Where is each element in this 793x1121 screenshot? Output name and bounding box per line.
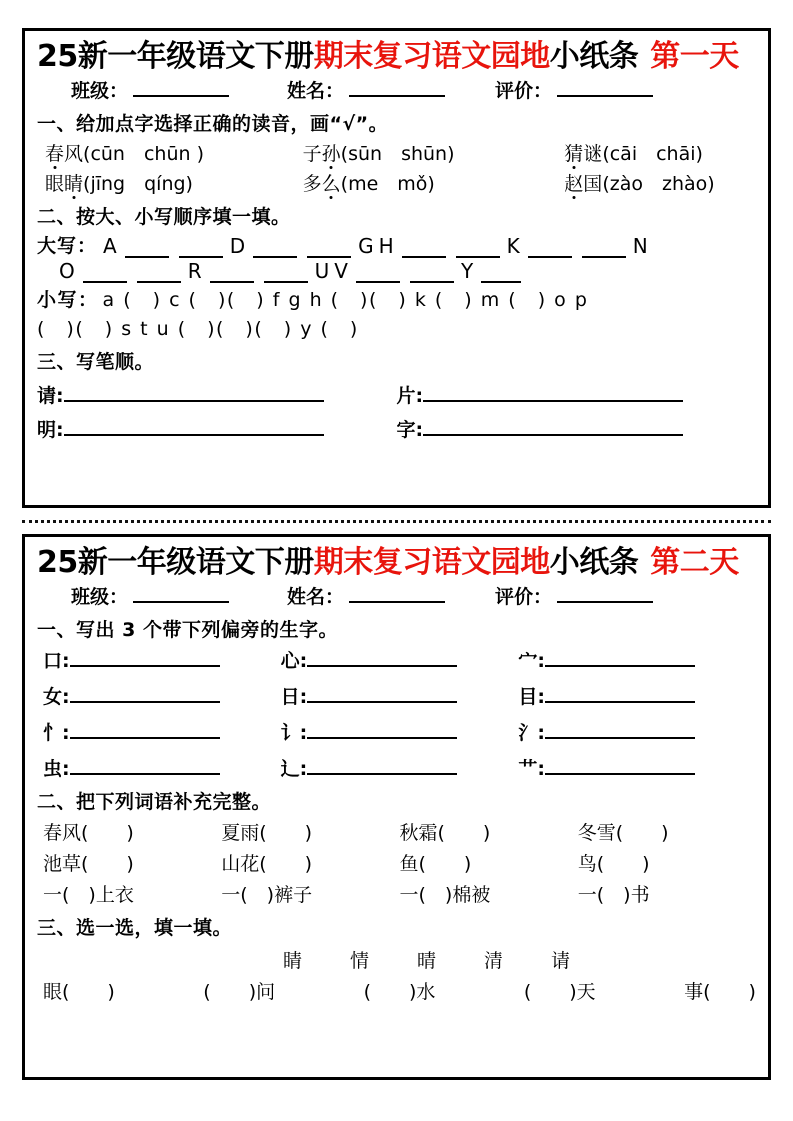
radical-answer-blank[interactable] bbox=[307, 684, 457, 703]
stroke-item bbox=[37, 381, 397, 408]
pinyin-item[interactable] bbox=[37, 169, 285, 196]
radical-label: 宀: bbox=[518, 650, 545, 673]
letter-blank[interactable] bbox=[264, 266, 308, 283]
name-field bbox=[287, 582, 445, 609]
score-label: 评价： bbox=[495, 586, 553, 609]
dotted-character: 睛 bbox=[64, 169, 83, 196]
letter-H: H bbox=[378, 234, 395, 259]
stroke-char-label: 字: bbox=[396, 419, 424, 442]
radical-label: 艹: bbox=[518, 758, 545, 781]
letter-blank[interactable] bbox=[402, 241, 446, 258]
radical-label: 目: bbox=[518, 686, 545, 709]
score-label: 评价： bbox=[495, 80, 553, 103]
class-input-blank[interactable] bbox=[133, 584, 229, 603]
title-red-part: 期末复习语文园地 bbox=[313, 39, 550, 74]
lowercase-label: 小写： bbox=[37, 289, 99, 312]
letter-blank[interactable] bbox=[210, 266, 254, 283]
score-input-blank[interactable] bbox=[557, 584, 653, 603]
answer-item[interactable]: ( )问 bbox=[203, 981, 276, 1004]
cut-here-separator bbox=[22, 508, 771, 534]
stroke-answer-blank[interactable] bbox=[64, 417, 324, 436]
dotted-character: 春 bbox=[45, 139, 64, 166]
radical-item-xin bbox=[281, 646, 519, 673]
word-item[interactable]: 池草( ) bbox=[43, 853, 134, 876]
radical-label: 女: bbox=[43, 686, 70, 709]
uppercase-label: 大写： bbox=[37, 235, 98, 258]
word-item[interactable]: 鱼( ) bbox=[399, 853, 472, 876]
stroke-order-row-2 bbox=[37, 415, 756, 442]
radical-item-caozitou bbox=[518, 754, 756, 781]
worksheet-card-day-two bbox=[22, 534, 771, 1080]
pinyin-row-1 bbox=[37, 139, 756, 166]
measure-word-item[interactable]: 一( )棉被 bbox=[399, 884, 491, 907]
letter-G: G bbox=[358, 234, 375, 259]
stroke-item bbox=[397, 415, 757, 442]
pinyin-options: (me mǒ) bbox=[340, 173, 435, 196]
radical-item-sandianshui bbox=[518, 718, 756, 745]
word-item[interactable]: 冬雪( ) bbox=[577, 822, 669, 845]
letter-D: D bbox=[229, 234, 247, 259]
class-field bbox=[71, 76, 229, 103]
name-input-blank[interactable] bbox=[349, 584, 445, 603]
student-info-row-day-two bbox=[37, 582, 756, 609]
radical-answer-blank[interactable] bbox=[545, 720, 695, 739]
score-input-blank[interactable] bbox=[557, 78, 653, 97]
radical-label: 日: bbox=[280, 686, 308, 709]
uppercase-line-1 bbox=[37, 231, 756, 258]
measure-word-row bbox=[37, 880, 756, 907]
title-day-label: 第二天 bbox=[650, 545, 739, 580]
letter-blank[interactable] bbox=[179, 241, 223, 258]
radical-grid bbox=[37, 646, 756, 781]
letter-N: N bbox=[632, 234, 649, 259]
stroke-char-label: 请: bbox=[37, 385, 64, 408]
section-heading-complete-words: 二、把下列词语补充完整。 bbox=[37, 791, 272, 814]
radical-item-ri bbox=[281, 682, 519, 709]
title-black-tail: 小纸条 bbox=[549, 39, 639, 74]
radical-item-mian bbox=[518, 646, 756, 673]
bank-character[interactable]: 请 bbox=[551, 950, 571, 973]
pinyin-item[interactable] bbox=[285, 139, 543, 166]
name-field bbox=[287, 76, 445, 103]
letter-K: K bbox=[506, 234, 521, 259]
card-title-day-two bbox=[37, 545, 756, 580]
letter-blank[interactable] bbox=[125, 241, 169, 258]
letter-V: V bbox=[334, 259, 349, 284]
word-char: 子 bbox=[302, 143, 322, 166]
radical-answer-blank[interactable] bbox=[307, 720, 457, 739]
stroke-answer-blank[interactable] bbox=[64, 383, 324, 402]
lowercase-sequence: ( )( ) s t u ( )( )( ) y ( ) bbox=[37, 318, 359, 341]
title-black-part: 新一年级语文下册 bbox=[77, 39, 314, 74]
word-char: 眼 bbox=[45, 173, 65, 196]
radical-label: 忄: bbox=[43, 722, 70, 745]
pinyin-item[interactable] bbox=[285, 169, 543, 196]
word-item[interactable]: 秋霜( ) bbox=[399, 822, 491, 845]
stroke-char-label: 明: bbox=[37, 419, 64, 442]
letter-blank[interactable] bbox=[137, 266, 181, 283]
word-completion-row-1 bbox=[37, 818, 756, 845]
word-char: 多 bbox=[302, 173, 322, 196]
pinyin-item[interactable] bbox=[37, 139, 285, 166]
pinyin-options: (zào zhào) bbox=[602, 173, 715, 196]
radical-answer-blank[interactable] bbox=[70, 720, 220, 739]
radical-answer-blank[interactable] bbox=[70, 756, 220, 775]
letter-blank[interactable] bbox=[83, 266, 127, 283]
pinyin-options: (jīng qíng) bbox=[83, 173, 193, 196]
character-bank bbox=[37, 946, 756, 973]
class-field bbox=[71, 582, 229, 609]
radical-answer-blank[interactable] bbox=[307, 756, 457, 775]
radical-item-zouzhi bbox=[281, 754, 519, 781]
letter-blank[interactable] bbox=[481, 266, 521, 283]
dotted-character: 么 bbox=[322, 169, 341, 196]
section-heading-pinyin: 一、给加点字选择正确的读音，画“√”。 bbox=[37, 113, 389, 136]
title-black-part: 新一年级语文下册 bbox=[77, 545, 314, 580]
pinyin-options: (cāi chāi) bbox=[602, 143, 703, 166]
title-day-label: 第一天 bbox=[650, 39, 739, 74]
title-prefix-number: 25 bbox=[37, 39, 78, 74]
letter-A: A bbox=[103, 234, 118, 259]
radical-label: 辶: bbox=[280, 758, 308, 781]
radical-item-nv bbox=[43, 682, 281, 709]
answer-item[interactable]: 事( ) bbox=[684, 981, 756, 1004]
letter-blank[interactable] bbox=[253, 241, 297, 258]
section-heading-stroke-order: 三、写笔顺。 bbox=[37, 351, 155, 374]
radical-answer-blank[interactable] bbox=[545, 684, 695, 703]
radical-label: 氵: bbox=[518, 722, 545, 745]
title-red-part: 期末复习语文园地 bbox=[313, 545, 550, 580]
class-input-blank[interactable] bbox=[133, 78, 229, 97]
name-label: 姓名： bbox=[287, 80, 345, 103]
answer-item[interactable]: ( )天 bbox=[523, 981, 596, 1004]
radical-label: 心: bbox=[280, 650, 308, 673]
uppercase-line-2 bbox=[37, 259, 756, 283]
pinyin-item[interactable] bbox=[542, 139, 793, 166]
measure-word-item[interactable]: 一( )书 bbox=[577, 884, 650, 907]
stroke-item bbox=[397, 381, 757, 408]
radical-item-chong bbox=[43, 754, 281, 781]
name-input-blank[interactable] bbox=[349, 78, 445, 97]
radical-label: 虫: bbox=[43, 758, 70, 781]
word-char: 谜 bbox=[583, 143, 603, 166]
section-heading-radicals: 一、写出 3 个带下列偏旁的生字。 bbox=[37, 619, 338, 642]
letter-R: R bbox=[187, 259, 203, 284]
radical-answer-blank[interactable] bbox=[307, 648, 457, 667]
dotted-character: 猜 bbox=[564, 139, 583, 166]
dotted-character: 赵 bbox=[564, 169, 583, 196]
lowercase-line-2[interactable] bbox=[37, 314, 756, 341]
bank-character[interactable]: 睛 bbox=[282, 950, 302, 973]
radical-label: 讠: bbox=[280, 722, 308, 745]
radical-answer-blank[interactable] bbox=[545, 648, 695, 667]
letter-blank[interactable] bbox=[356, 266, 400, 283]
radical-item-kou bbox=[43, 646, 281, 673]
class-label: 班级： bbox=[71, 586, 129, 609]
name-label: 姓名： bbox=[287, 586, 345, 609]
radical-label: 口: bbox=[43, 650, 70, 673]
word-completion-row-2 bbox=[37, 849, 756, 876]
letter-Y: Y bbox=[460, 259, 475, 284]
pinyin-row-2 bbox=[37, 169, 756, 196]
dotted-cut-line bbox=[22, 520, 771, 523]
bank-character[interactable]: 晴 bbox=[416, 950, 436, 973]
section-heading-choose-fill: 三、选一选，填一填。 bbox=[37, 917, 233, 940]
stroke-item bbox=[37, 415, 397, 442]
measure-word-item[interactable]: 一( )上衣 bbox=[43, 884, 134, 907]
worksheet-card-day-one bbox=[22, 28, 771, 508]
letter-blank[interactable] bbox=[456, 241, 500, 258]
letter-U: U bbox=[314, 259, 331, 284]
pinyin-item[interactable] bbox=[542, 169, 793, 196]
score-field bbox=[495, 582, 653, 609]
bank-character[interactable]: 情 bbox=[349, 950, 369, 973]
pinyin-options: (sūn shūn) bbox=[340, 143, 455, 166]
radical-item-yanzipang bbox=[281, 718, 519, 745]
bank-character[interactable]: 清 bbox=[484, 950, 504, 973]
radical-item-mu bbox=[518, 682, 756, 709]
radical-answer-blank[interactable] bbox=[545, 756, 695, 775]
card-title-day-one bbox=[37, 39, 756, 74]
letter-blank[interactable] bbox=[582, 241, 626, 258]
word-char: 国 bbox=[583, 173, 603, 196]
title-black-tail: 小纸条 bbox=[549, 545, 639, 580]
radical-item-shuxinpang bbox=[43, 718, 281, 745]
choose-fill-answer-row bbox=[37, 977, 756, 1004]
word-item[interactable]: 春风( ) bbox=[43, 822, 134, 845]
lowercase-sequence: a ( ) c ( )( ) f g h ( )( ) k ( ) m ( ) o p bbox=[102, 289, 589, 312]
stroke-order-row-1 bbox=[37, 381, 756, 408]
stroke-char-label: 片: bbox=[396, 385, 424, 408]
student-info-row-day-one bbox=[37, 76, 756, 103]
class-label: 班级： bbox=[71, 80, 129, 103]
title-prefix-number: 25 bbox=[37, 545, 78, 580]
stroke-answer-blank[interactable] bbox=[423, 383, 683, 402]
measure-word-item[interactable]: 一( )裤子 bbox=[221, 884, 313, 907]
word-char: 风 bbox=[64, 143, 84, 166]
word-item[interactable]: 鸟( ) bbox=[577, 853, 650, 876]
letter-blank[interactable] bbox=[528, 241, 572, 258]
dotted-character: 孙 bbox=[322, 139, 341, 166]
score-field bbox=[495, 76, 653, 103]
lowercase-line-1[interactable] bbox=[37, 285, 756, 312]
section-heading-alphabet: 二、按大、小写顺序填一填。 bbox=[37, 206, 291, 229]
letter-O: O bbox=[59, 259, 76, 284]
letter-blank[interactable] bbox=[410, 266, 454, 283]
radical-answer-blank[interactable] bbox=[70, 648, 220, 667]
letter-blank[interactable] bbox=[307, 241, 351, 258]
pinyin-options: (cūn chūn ) bbox=[83, 143, 204, 166]
radical-answer-blank[interactable] bbox=[70, 684, 220, 703]
answer-item[interactable]: ( )水 bbox=[363, 981, 436, 1004]
word-item[interactable]: 夏雨( ) bbox=[221, 822, 313, 845]
word-item[interactable]: 山花( ) bbox=[221, 853, 313, 876]
stroke-answer-blank[interactable] bbox=[423, 417, 683, 436]
answer-item[interactable]: 眼( ) bbox=[43, 981, 115, 1004]
